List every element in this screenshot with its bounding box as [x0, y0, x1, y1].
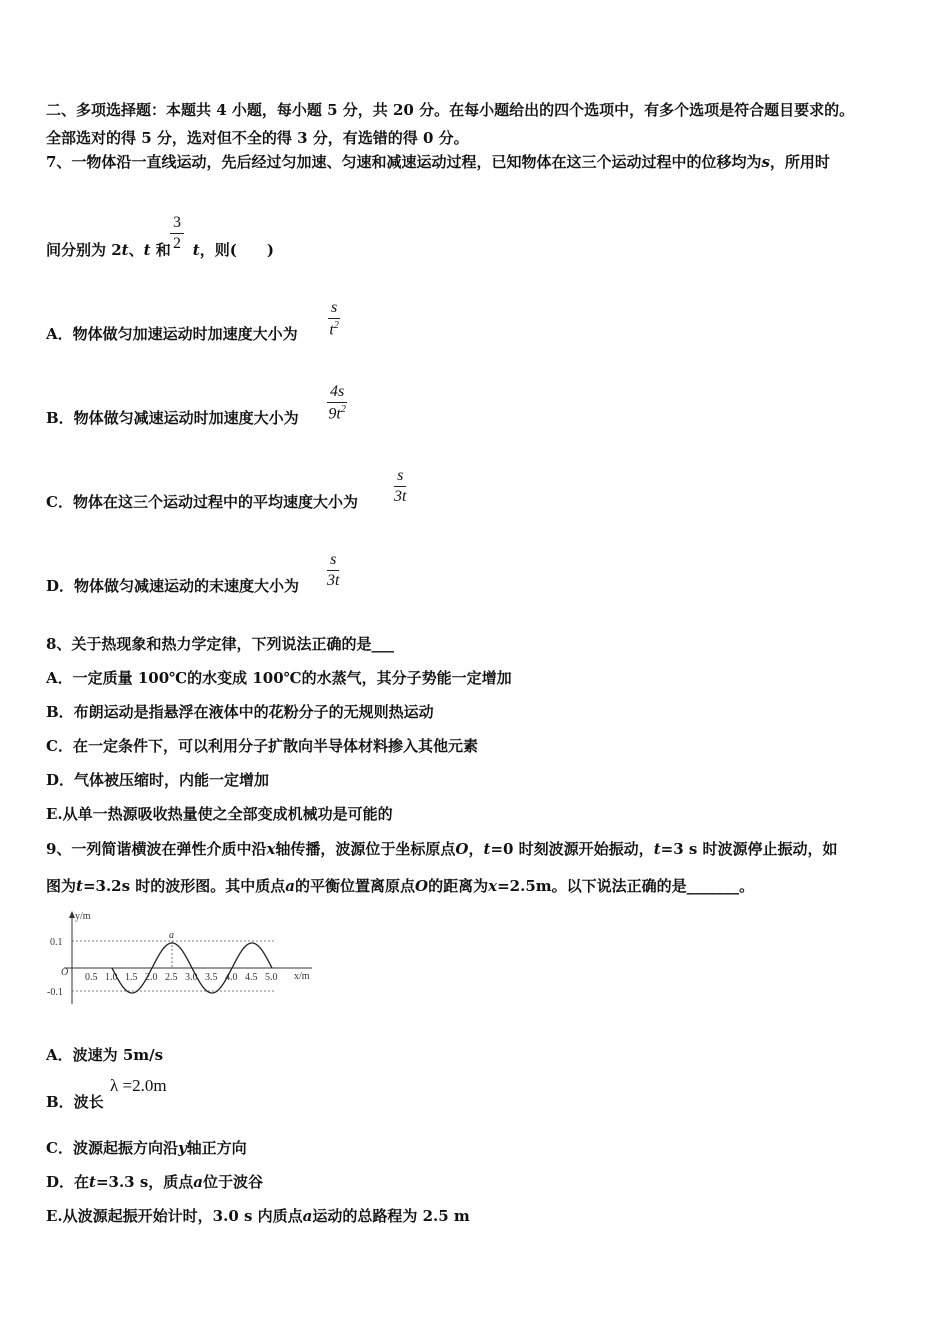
q8-option-c: C．在一定条件下，可以利用分子扩散向半导体材料掺入其他元素 — [46, 737, 478, 755]
q8-option-a: A．一定质量 100℃的水变成 100℃的水蒸气，其分子势能一定增加 — [46, 669, 512, 687]
x-tick-label: 2.5 — [165, 972, 178, 983]
q9-option-c: C．波源起振方向沿y轴正方向 — [46, 1139, 247, 1157]
q7-option-b-fraction: $\frac{4s}{9t^2}$ — [328, 383, 346, 423]
x-tick-label: 4.0 — [225, 972, 238, 983]
q9-option-b: B．波长 — [46, 1093, 104, 1111]
q9-option-d: D．在t=3.3 s，质点a位于波谷 — [46, 1173, 264, 1191]
x-tick-label: 4.5 — [245, 972, 258, 983]
x-tick-label: 3.5 — [205, 972, 218, 983]
q7-stem-line2: 间分别为 2t、t 和 t，则( ) — [46, 241, 274, 259]
x-tick-label: 0.5 — [85, 972, 98, 983]
q9-option-a: A．波速为 5m/s — [46, 1046, 164, 1064]
q8-stem: 8、关于热现象和热力学定律，下列说法正确的是___ — [46, 635, 394, 653]
x-tick-label: 3.0 — [185, 972, 198, 983]
q7-stem-line1: 7、一物体沿一直线运动，先后经过匀加速、匀速和减速运动过程，已知物体在这三个运动过程中的位移均为s，所用时 — [46, 153, 830, 171]
y-tick-bottom: -0.1 — [47, 987, 63, 998]
x-tick-label: 1.0 — [105, 972, 118, 983]
x-tick-label: 2.0 — [145, 972, 158, 983]
q9-stem-line1: 9、一列简谐横波在弹性介质中沿x轴传播，波源位于坐标原点O，t=0 时刻波源开始振动，t=3 s 时波源停止振动，如 — [46, 840, 838, 858]
q9-stem-line2: 图为t=3.2s 时的波形图。其中质点a的平衡位置离原点O的距离为x=2.5m。以下说法正确的是_______。 — [46, 877, 755, 895]
q7-option-c: C．物体在这三个运动过程中的平均速度大小为 — [46, 493, 358, 511]
q9-option-e: E.从波源起振开始计时，3.0 s 内质点a运动的总路程为 2.5 m — [46, 1207, 470, 1225]
section-heading-line1: 二、多项选择题：本题共 4 小题，每小题 5 分，共 20 分。在每小题给出的四个选项中，有多个选项是符合题目要求的。 — [46, 101, 855, 119]
q7-option-a: A．物体做匀加速运动时加速度大小为 — [46, 325, 298, 343]
x-tick-labels — [85, 972, 278, 983]
x-axis-label: x/m — [294, 971, 310, 982]
wave-graph — [44, 908, 319, 1008]
q7-option-d: D．物体做匀减速运动的末速度大小为 — [46, 577, 300, 595]
y-tick-top: 0.1 — [50, 937, 63, 948]
q8-option-d: D．气体被压缩时，内能一定增加 — [46, 771, 270, 789]
section-heading-line2: 全部选对的得 5 分，选对但不全的得 3 分，有选错的得 0 分。 — [46, 129, 469, 147]
q7-option-a-fraction: $\frac{s}{t^2}$ — [329, 299, 339, 339]
q8-option-b: B．布朗运动是指悬浮在液体中的花粉分子的无规则热运动 — [46, 703, 434, 721]
q9-option-b-lambda: λ =2.0m — [110, 1076, 167, 1095]
origin-label: O — [61, 967, 69, 978]
point-a-label: a — [169, 930, 174, 941]
y-axis-label: y/m — [75, 911, 91, 922]
q7-time-fraction: $\frac{3}{2}$ — [170, 214, 184, 253]
x-tick-label: 1.5 — [125, 972, 138, 983]
x-tick-label: 5.0 — [265, 972, 278, 983]
q8-option-e: E.从单一热源吸收热量使之全部变成机械功是可能的 — [46, 805, 393, 823]
q7-option-c-fraction: $\frac{s}{3t}$ — [394, 467, 407, 505]
q7-option-b: B．物体做匀减速运动时加速度大小为 — [46, 409, 299, 427]
q7-option-d-fraction: $\frac{s}{3t}$ — [327, 551, 340, 589]
